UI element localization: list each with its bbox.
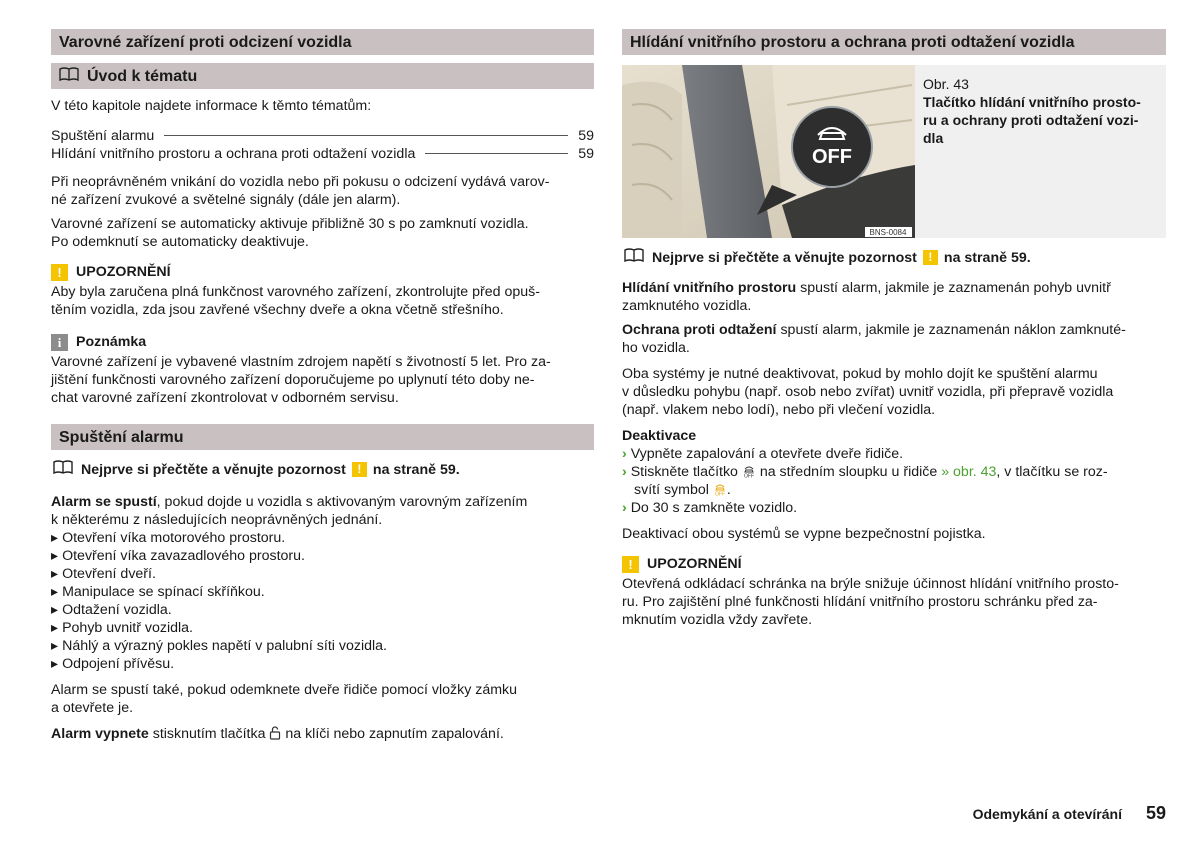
step-item: › Vypněte zapalování a otevřete dveře řidiče. bbox=[622, 446, 904, 462]
list-item: ▸ Otevření dveří. bbox=[51, 566, 156, 582]
reference-note bbox=[622, 248, 1166, 267]
warning-text: Otevřená odkládací schránka na brýle snižuje účinnost hlídání vnitřního prosto- ru. Pro zajištění plné funkčnosti hlídání vnitřního prostoru schránku před za- mknutím vozidla vždy zavřete. bbox=[622, 576, 1119, 628]
list-item: ▸ Odpojení přívěsu. bbox=[51, 656, 175, 672]
line: Varovné zařízení je vybavené vlastním zdrojem napětí s životností 5 let. Pro za- bbox=[51, 354, 551, 370]
deactivation-steps bbox=[622, 445, 1166, 517]
reference-text: Nejprve si přečtěte a věnujte pozornost bbox=[81, 461, 346, 478]
line: k některému z následujících neoprávněných jednání. bbox=[51, 512, 383, 528]
svg-text:OFF: OFF bbox=[714, 491, 725, 496]
book-icon bbox=[624, 248, 644, 267]
paragraph-safety-lock: Deaktivací obou systémů se vypne bezpečnostní pojistka. bbox=[622, 526, 986, 542]
list-item: ▸ Pohyb uvnitř vozidla. bbox=[51, 620, 193, 636]
note-heading bbox=[51, 333, 594, 351]
text: na klíči nebo zapnutím zapalování. bbox=[281, 726, 504, 742]
line: Varovné zařízení se automaticky aktivuje přibližně 30 s po zamknutí vozidla. bbox=[51, 216, 529, 232]
book-icon bbox=[53, 460, 73, 479]
note-title: Poznámka bbox=[76, 334, 147, 350]
alarm-off-text bbox=[51, 725, 594, 743]
toc-item-label: Hlídání vnitřního prostoru a ochrana proti odtažení vozidla bbox=[51, 146, 416, 162]
list-item: ▸ Otevření víka motorového prostoru. bbox=[51, 530, 286, 546]
unlock-key-icon bbox=[269, 726, 281, 742]
intro-heading bbox=[51, 63, 594, 89]
intro-text: V této kapitole najdete informace k těmto tématům: bbox=[51, 98, 372, 114]
step-item: › Do 30 s zamkněte vozidlo. bbox=[622, 500, 798, 516]
line: Při neoprávněném vnikání do vozidla nebo při pokusu o odcizení vydává varov- bbox=[51, 174, 550, 190]
book-icon bbox=[59, 63, 79, 90]
intro-title: Úvod k tématu bbox=[87, 68, 198, 85]
reference-page-link[interactable]: na straně 59. bbox=[372, 461, 460, 478]
warning-icon: ! bbox=[51, 264, 68, 281]
interior-monitor-off-lit-icon bbox=[713, 482, 727, 498]
paragraph-towing: Ochrana proti odtažení spustí alarm, jakmile je zaznamenán náklon zamknuté- ho vozidla. bbox=[622, 322, 1126, 356]
line: chat varovné zařízení zkontrolovat v odborném servisu. bbox=[51, 390, 399, 406]
info-icon: i bbox=[51, 334, 68, 351]
toc-item-label: Spuštění alarmu bbox=[51, 128, 155, 144]
list-item: ▸ Manipulace se spínací skříňkou. bbox=[51, 584, 265, 600]
list-item: ▸ Odtažení vozidla. bbox=[51, 602, 172, 618]
warning-icon: ! bbox=[352, 462, 367, 477]
section-title-alarm: Spuštění alarmu bbox=[51, 424, 594, 450]
toc-dots bbox=[164, 135, 568, 136]
alarm-lead bbox=[51, 493, 594, 529]
section-title-interior-monitoring: Hlídání vnitřního prostoru a ochrana proti odtažení vozidla bbox=[622, 29, 1166, 55]
toc-item-page: 59 bbox=[578, 128, 594, 144]
line: Aby byla zaručena plná funkčnost varovného zařízení, zkontrolujte před opuš- bbox=[51, 284, 540, 300]
figure-link[interactable]: » obr. 43 bbox=[941, 464, 997, 480]
figure-off-label: OFF bbox=[812, 146, 852, 168]
warning-heading bbox=[51, 263, 594, 281]
toc-item[interactable] bbox=[51, 145, 594, 163]
alarm-off-bold: Alarm vypnete bbox=[51, 726, 149, 742]
line: těním vozidla, zda jsou zavřené všechny dveře a okna včetně střešního. bbox=[51, 302, 504, 318]
paragraph-deactivate-why: Oba systémy je nutné deaktivovat, pokud by mohlo dojít ke spuštění alarmu v důsledku pohybu (např. osob nebo zvířat) uvnitř vozidla, při přepravě vozidla (např. vlakem nebo lodí), nebo při vlečení vozidla. bbox=[622, 366, 1114, 418]
line: a otevřete je. bbox=[51, 700, 134, 716]
warning-title: UPOZORNĚNÍ bbox=[647, 556, 742, 572]
line: jištění funkčnosti varovného zařízení doporučujeme po uplynutí této doby ne- bbox=[51, 372, 535, 388]
list-item: ▸ Náhlý a výrazný pokles napětí v palubní síti vozidla. bbox=[51, 638, 387, 654]
figure-code: BNS-0084 bbox=[869, 228, 907, 237]
note-text bbox=[51, 353, 594, 407]
svg-text:OFF: OFF bbox=[743, 473, 754, 478]
warning-icon: ! bbox=[923, 250, 938, 265]
warning-heading bbox=[622, 555, 1166, 573]
reference-note bbox=[51, 460, 594, 479]
paragraph-intro bbox=[51, 173, 594, 209]
list-item: ▸ Otevření víka zavazadlového prostoru. bbox=[51, 548, 305, 564]
toc-dots bbox=[425, 153, 568, 154]
chapter-name: Odemykání a otevírání bbox=[972, 806, 1122, 822]
toc-item-page: 59 bbox=[578, 146, 594, 162]
alarm-trigger-list bbox=[51, 529, 594, 673]
line: né zařízení zvukové a světelné signály (dále jen alarm). bbox=[51, 192, 401, 208]
text: stisknutím tlačítka bbox=[148, 726, 270, 742]
figure-number: Obr. 43 bbox=[923, 76, 969, 92]
figure-caption-text: Tlačítko hlídání vnitřního prosto- ru a ochrany proti odtažení vozi- dla bbox=[923, 94, 1141, 146]
toc-list bbox=[51, 127, 594, 163]
alarm-also-text bbox=[51, 681, 594, 717]
paragraph-activation bbox=[51, 215, 594, 251]
line: Alarm se spustí také, pokud odemknete dveře řidiče pomocí vložky zámku bbox=[51, 682, 518, 698]
section-title-theft-alarm: Varovné zařízení proti odcizení vozidla bbox=[51, 29, 594, 55]
reference-page-link[interactable]: na straně 59. bbox=[943, 249, 1031, 266]
reference-text: Nejprve si přečtěte a věnujte pozornost bbox=[652, 249, 917, 266]
figure-43 bbox=[622, 65, 1166, 238]
line: Po odemknutí se automaticky deaktivuje. bbox=[51, 234, 309, 250]
interior-monitor-off-icon bbox=[742, 464, 756, 480]
warning-title: UPOZORNĚNÍ bbox=[76, 264, 171, 280]
paragraph-interior: Hlídání vnitřního prostoru spustí alarm, jakmile je zaznamenán pohyb uvnitř zamknutého vozidla. bbox=[622, 280, 1111, 314]
figure-photo bbox=[622, 65, 915, 238]
deactivation-heading: Deaktivace bbox=[622, 428, 697, 444]
figure-caption bbox=[915, 65, 1166, 238]
warning-icon: ! bbox=[622, 556, 639, 573]
alarm-lead-bold: Alarm se spustí bbox=[51, 494, 157, 510]
page-footer bbox=[973, 804, 1166, 823]
page-number: 59 bbox=[1145, 803, 1166, 823]
line: , pokud dojde u vozidla s aktivovaným varovným zařízením bbox=[156, 494, 528, 510]
toc-item[interactable] bbox=[51, 127, 594, 145]
step-item: › Stiskněte tlačítko OFF na středním sloupku u řidiče » obr. 43, v tlačítku se roz- svítí symbol OFF . bbox=[622, 464, 1108, 498]
right-column bbox=[622, 29, 1166, 629]
left-column bbox=[51, 29, 594, 743]
warning-text bbox=[51, 283, 594, 319]
